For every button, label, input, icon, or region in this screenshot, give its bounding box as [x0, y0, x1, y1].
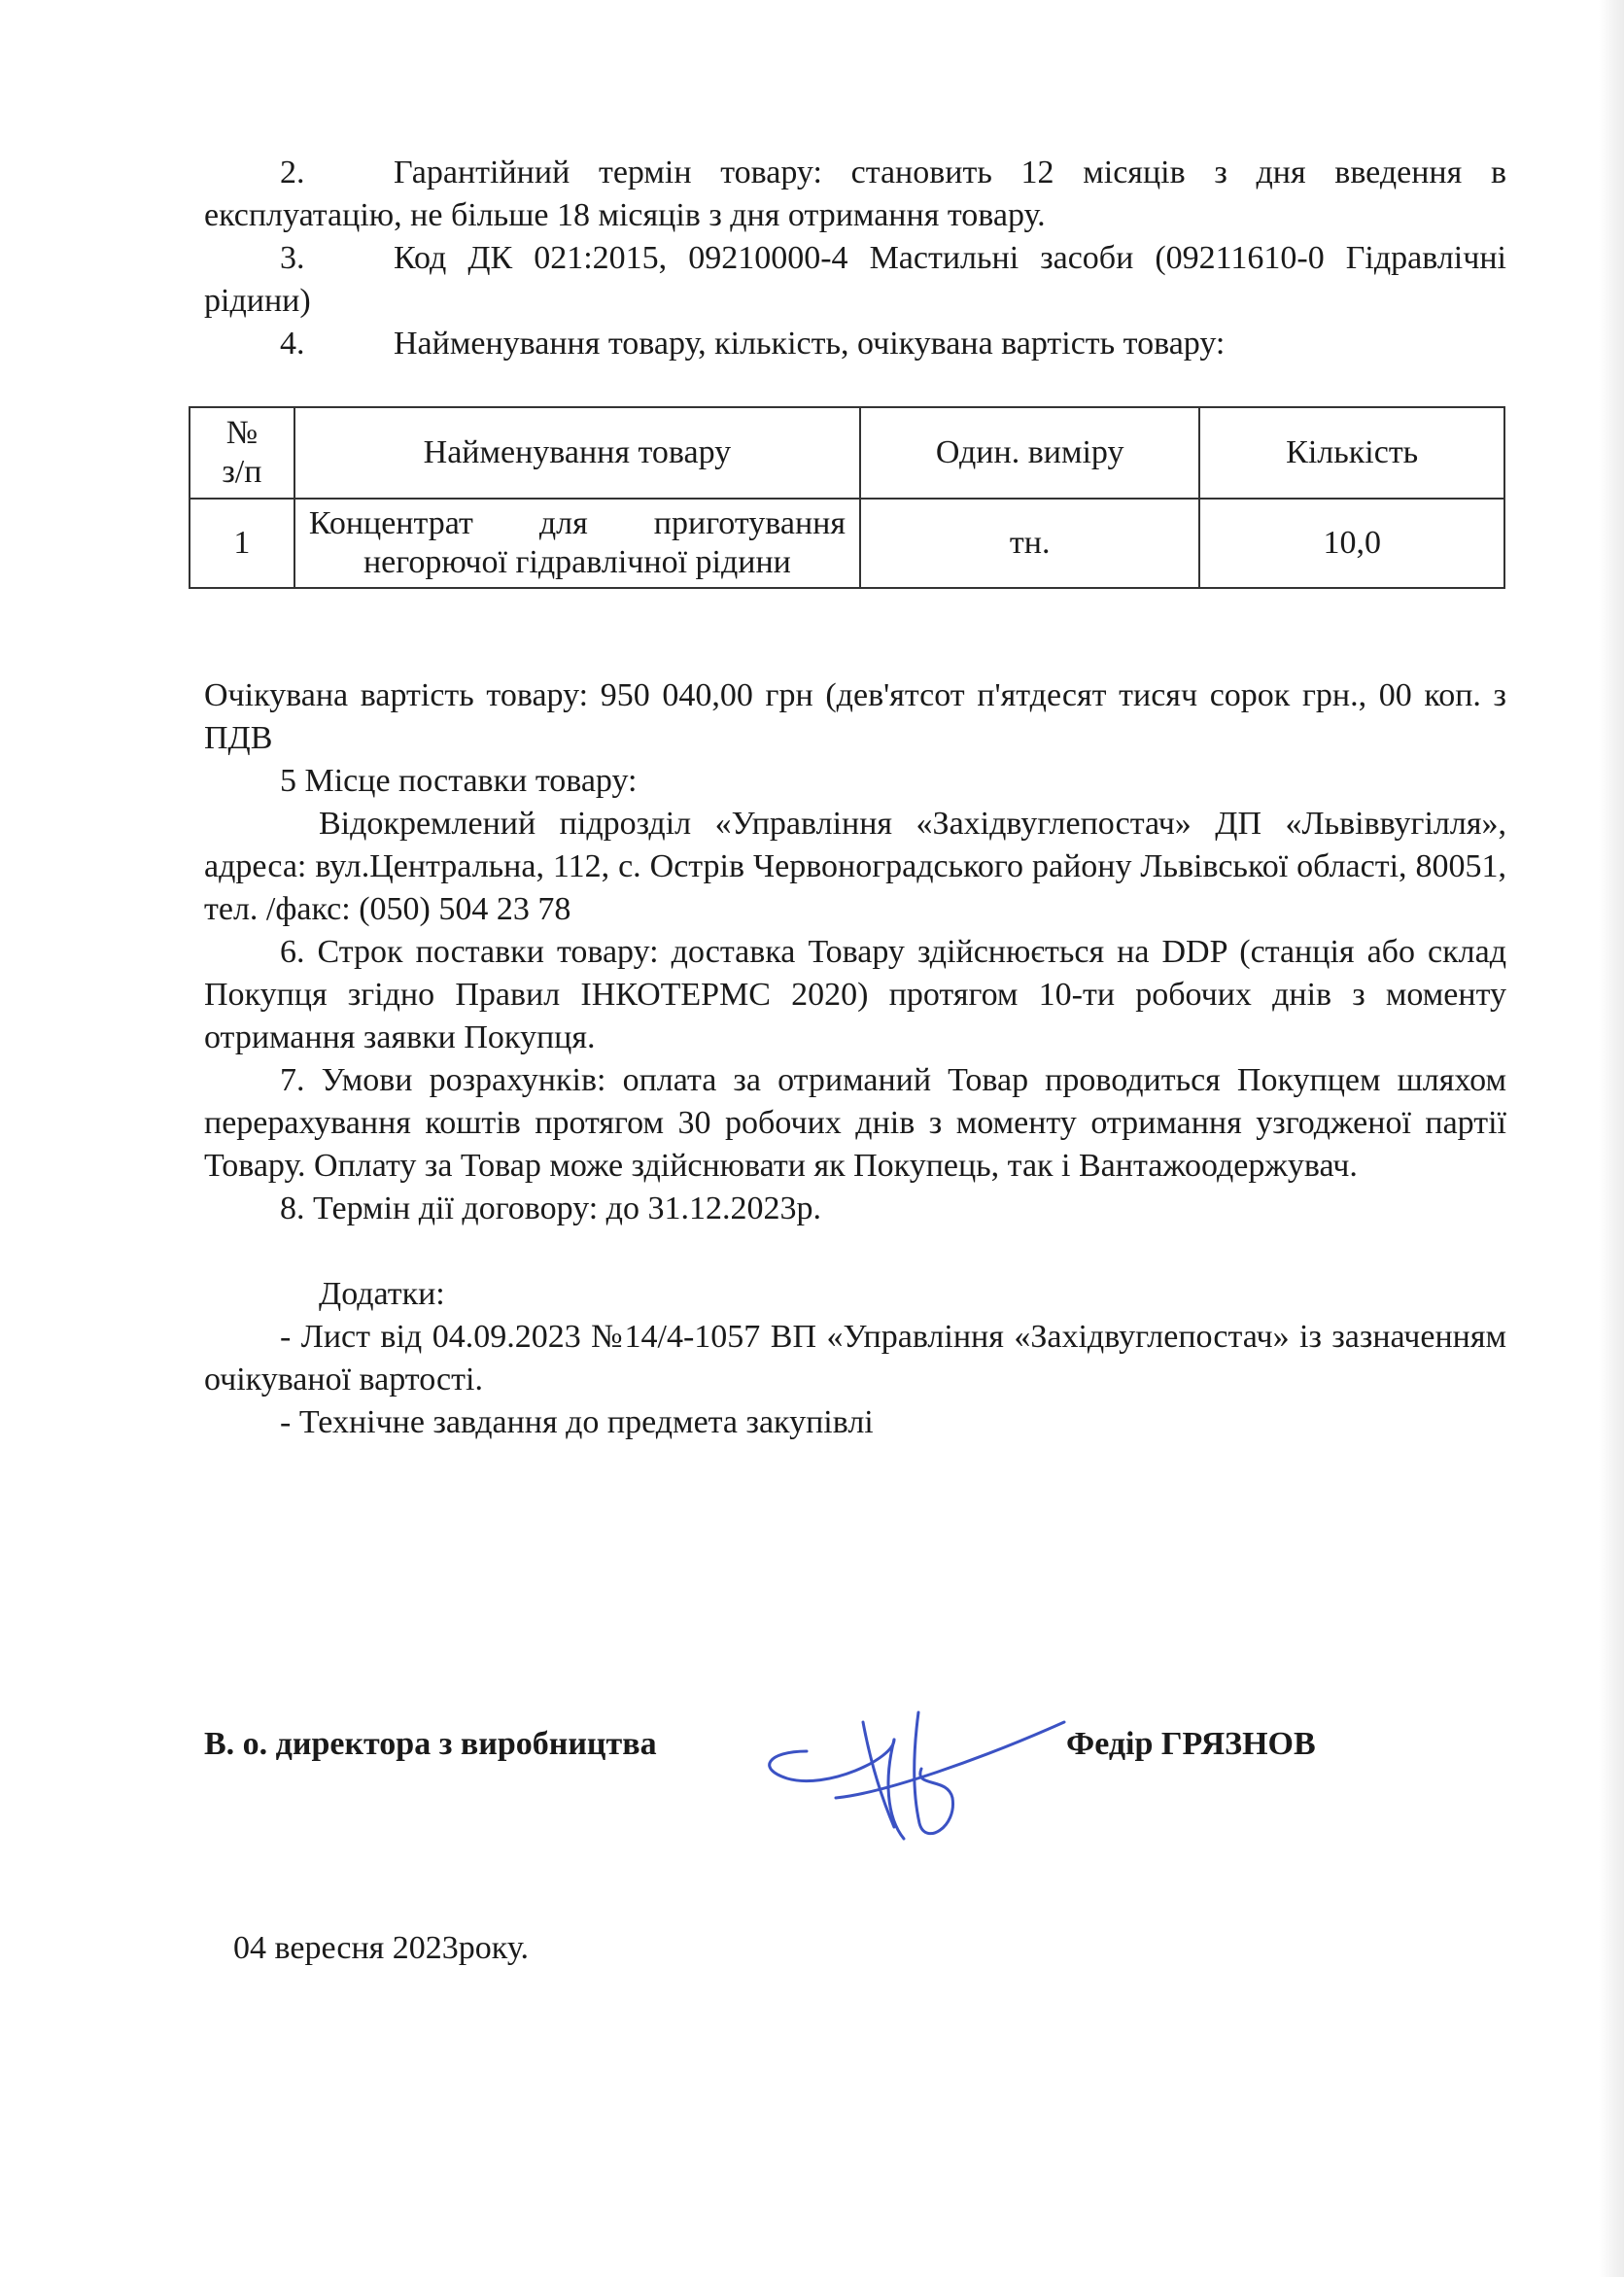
- delivery-place-text: Відокремлений підрозділ «Управління «Західвуглепостач» ДП «Львіввугілля», адреса: вул.Центральна, 112, с. Острів Червоноградського району Львівської області, 80051, тел. /факс: (050) 504 23 78: [204, 806, 1506, 927]
- signer-role: В. о. директора з виробництва: [204, 1726, 657, 1762]
- item-3: [204, 237, 1506, 323]
- item-4: [204, 323, 1506, 365]
- handwritten-signature: [748, 1701, 1069, 1846]
- cell-number: 1: [190, 499, 294, 588]
- expected-cost: Очікувана вартість товару: 950 040,00 грн (дев'ятсот п'ятдесят тисяч сорок грн., 00 коп. з ПДВ: [204, 677, 1506, 756]
- cell-unit: тн.: [860, 499, 1199, 588]
- attachment-item: - Технічне завдання до предмета закупівлі: [280, 1404, 874, 1440]
- item-3-text: Код ДК 021:2015, 09210000-4 Мастильні засоби (09211610-0 Гідравлічні рідини): [204, 240, 1506, 319]
- signer-name: Федір ГРЯЗНОВ: [1066, 1726, 1316, 1762]
- document-date: 04 вересня 2023року.: [233, 1930, 529, 1966]
- item-2-number: 2.: [280, 155, 305, 190]
- table-header-row: [190, 407, 1504, 499]
- cell-quantity: 10,0: [1199, 499, 1504, 588]
- document-body: [204, 152, 1506, 1444]
- item-2-text: Гарантійний термін товару: становить 12 місяців з дня введення в експлуатацію, не більше 18 місяців з дня отримання товару.: [204, 155, 1506, 233]
- attachment-item: - Лист від 04.09.2023 №14/4-1057 ВП «Управління «Західвуглепостач» із зазначенням очікуваної вартості.: [204, 1319, 1506, 1397]
- attachments-heading: Додатки:: [319, 1276, 445, 1312]
- cell-name: Концентрат для приготування негорючої гідравлічної рідини: [294, 499, 860, 588]
- item-4-text: Найменування товару, кількість, очікувана вартість товару:: [394, 326, 1226, 362]
- payment-terms: 7. Умови розрахунків: оплата за отриманий Товар проводиться Покупцем шляхом перерахування коштів протягом 30 робочих днів з моменту отримання узгодженої партії Товару. Оплату за Товар може здійснювати як Покупець, так і Вантажоодержувач.: [204, 1062, 1506, 1184]
- item-2: [204, 152, 1506, 237]
- item-3-number: 3.: [280, 240, 305, 276]
- contract-term: 8. Термін дії договору: до 31.12.2023р.: [280, 1190, 821, 1226]
- goods-table: [189, 406, 1505, 589]
- item-4-number: 4.: [280, 326, 305, 362]
- header-quantity: Кількість: [1199, 407, 1504, 499]
- table-row: [190, 499, 1504, 588]
- delivery-term: 6. Строк поставки товару: доставка Товару здійснюється на DDP (станція або склад Покупця згідно Правил ІНКОТЕРМС 2020) протягом 10-ти робочих днів з моменту отримання заявки Покупця.: [204, 934, 1506, 1055]
- header-name: Найменування товару: [294, 407, 860, 499]
- signature-block: [204, 1712, 1506, 1868]
- page-edge-shadow: [1599, 0, 1624, 2277]
- header-unit: Один. виміру: [860, 407, 1199, 499]
- delivery-place-heading: 5 Місце поставки товару:: [280, 763, 638, 799]
- header-number: № з/п: [190, 407, 294, 499]
